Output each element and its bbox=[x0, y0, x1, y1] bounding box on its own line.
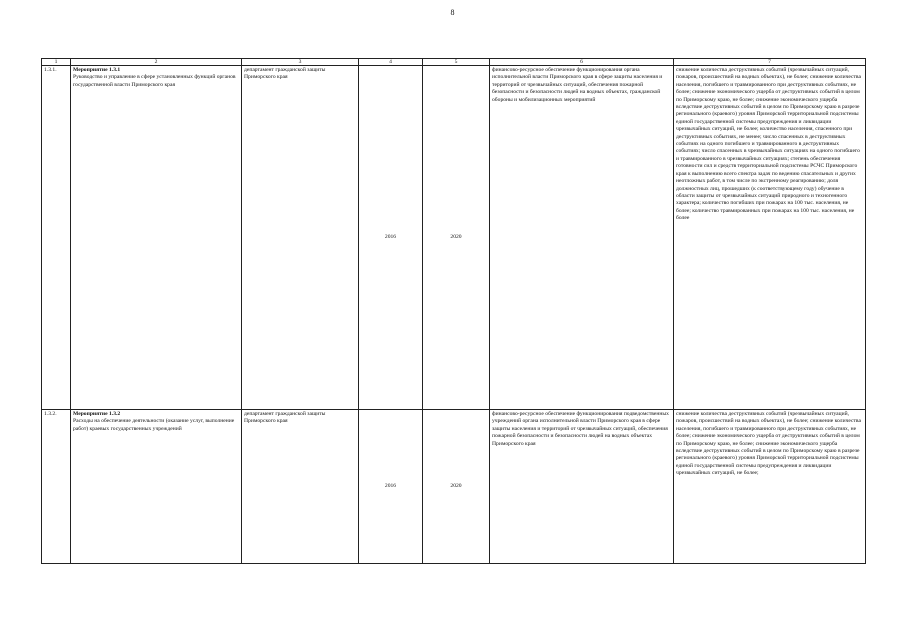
column-header: 4 bbox=[359, 59, 423, 66]
start-year: 2016 bbox=[359, 410, 423, 564]
column-header: 2 bbox=[71, 59, 242, 66]
measure-cell bbox=[71, 410, 242, 564]
directions-cell: финансово-ресурсное обеспечение функционирования подведомственных учреждений органа исполнительной власти Приморского края в сфере защиты населения и территорий от чрезвычайных ситуаций, обеспечения пожарной безопасности и безопасности людей на водных объектах Приморского края bbox=[490, 410, 674, 564]
page-number: 8 bbox=[450, 8, 455, 17]
measure-name: Расходы на обеспечение деятельности (оказание услуг, выполнение работ) краевых государственных учреждений bbox=[73, 418, 235, 432]
results-cell: снижение количества деструктивных событий (чрезвычайных ситуаций, пожаров, происшествий на водных объектах), не более; снижение количества населения, погибшего и травмированного при деструктивных событиях, не более; снижение экономического ущерба от деструктивных событий в целом по Приморскому краю, не более; снижение экономического ущерба вследствие деструктивных событий в целом по Приморскому краю в разрезе регионального (краевого) уровня Приморской территориальной подсистемы единой государственной системы предупреждения и ликвидации чрезвычайных ситуаций, не более; количество населения, спасенного при деструктивных событиях, не менее; число спасенных в деструктивных событиях на одного погибшего и травмированного в деструктивных событиях; число спасенных в чрезвычайных ситуациях на одного погибшего и травмированного в чрезвычайных ситуациях; степень обеспечения готовности сил и средств территориальной подсистемы РСЧС Приморского края к выполнению всего спектра задач по ведению спасательных и других неотложных работ, в том числе по экстренному реагированию; доля должностных лиц, прошедших (к соответствующему году) обучение в области защиты от чрезвычайных ситуаций природного и техногенного характера; количество погибших при пожарах на 100 тыс. населения, не более; количество травмированных при пожарах на 100 тыс. населения, не более bbox=[674, 66, 866, 410]
table-row bbox=[42, 66, 866, 410]
end-year: 2020 bbox=[423, 410, 490, 564]
end-year: 2020 bbox=[423, 66, 490, 410]
executor-cell: департамент гражданской защиты Приморского края bbox=[242, 66, 359, 410]
program-table bbox=[41, 58, 866, 564]
results-cell: снижение количества деструктивных событий (чрезвычайных ситуаций, пожаров, происшествий на водных объектах), не более; снижение количества населения, погибшего и травмированного при деструктивных событиях, не более; снижение экономического ущерба от деструктивных событий в целом по Приморскому краю, не более; снижение экономического ущерба вследствие деструктивных событий в целом по Приморскому краю в разрезе регионального (краевого) уровня Приморской территориальной подсистемы единой государственной системы предупреждения и ликвидации чрезвычайных ситуаций, не более; bbox=[674, 410, 866, 564]
directions-cell: финансово-ресурсное обеспечение функционирования органа исполнительной власти Приморского края в сфере защиты населения и территорий от чрезвычайных ситуаций, обеспечения пожарной безопасности и безопасности людей на водных объектах, гражданской обороны и мобилизационных мероприятий bbox=[490, 66, 674, 410]
measure-cell bbox=[71, 66, 242, 410]
row-number: 1.3.2. bbox=[42, 410, 71, 564]
table-row bbox=[42, 410, 866, 564]
row-number: 1.3.1. bbox=[42, 66, 71, 410]
measure-title: Мероприятие 1.3.2 bbox=[73, 411, 121, 417]
executor-cell: департамент гражданской защиты Приморского края bbox=[242, 410, 359, 564]
table-header-row bbox=[42, 59, 866, 66]
start-year: 2016 bbox=[359, 66, 423, 410]
column-header: 3 bbox=[242, 59, 359, 66]
column-header: 6 bbox=[490, 59, 674, 66]
measure-title: Мероприятие 1.3.1 bbox=[73, 67, 121, 73]
measure-name: Руководство и управление в сфере установленных функций органов государственной власти Приморского края bbox=[73, 74, 236, 88]
column-header: 7 bbox=[674, 59, 866, 66]
column-header: 5 bbox=[423, 59, 490, 66]
column-header: 1 bbox=[42, 59, 71, 66]
